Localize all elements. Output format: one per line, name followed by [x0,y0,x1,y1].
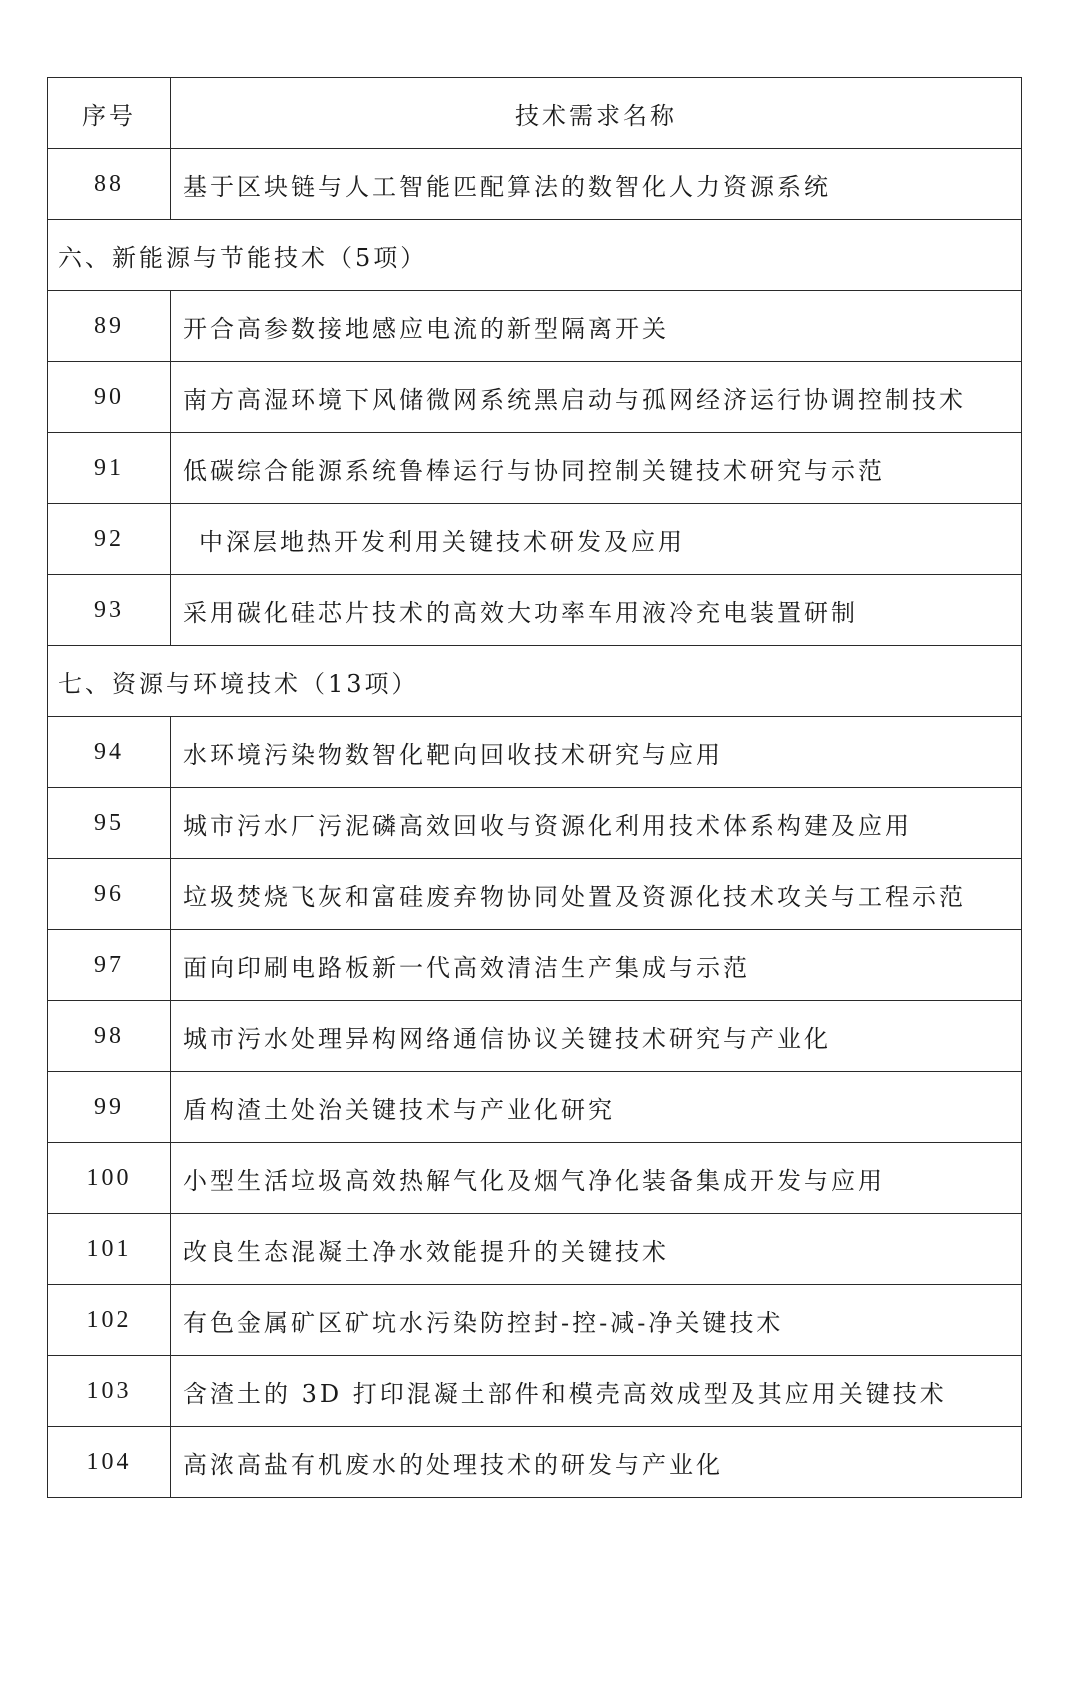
section-title: 六、新能源与节能技术（5项） [48,220,1022,291]
table-row [48,1214,1022,1285]
row-number: 91 [48,433,171,504]
table-row [48,788,1022,859]
table-row [48,1072,1022,1143]
row-name: 采用碳化硅芯片技术的高效大功率车用液冷充电装置研制 [171,575,1022,646]
row-number: 97 [48,930,171,1001]
table-row [48,717,1022,788]
row-name: 南方高湿环境下风储微网系统黑启动与孤网经济运行协调控制技术 [171,362,1022,433]
row-number: 94 [48,717,171,788]
row-number: 101 [48,1214,171,1285]
row-name: 垃圾焚烧飞灰和富硅废弃物协同处置及资源化技术攻关与工程示范 [171,859,1022,930]
row-name: 小型生活垃圾高效热解气化及烟气净化装备集成开发与应用 [171,1143,1022,1214]
table-row [48,1356,1022,1427]
table-row [48,1427,1022,1498]
row-number: 102 [48,1285,171,1356]
header-name: 技术需求名称 [171,78,1022,149]
row-name: 含渣土的 3D 打印混凝土部件和模壳高效成型及其应用关键技术 [171,1356,1022,1427]
row-number: 93 [48,575,171,646]
section-title: 七、资源与环境技术（13项） [48,646,1022,717]
row-number: 95 [48,788,171,859]
row-number: 88 [48,149,171,220]
table-row [48,859,1022,930]
row-number: 96 [48,859,171,930]
section-row [48,646,1022,717]
header-number: 序号 [48,78,171,149]
row-name: 基于区块链与人工智能匹配算法的数智化人力资源系统 [171,149,1022,220]
row-number: 90 [48,362,171,433]
table-row [48,433,1022,504]
table-row [48,504,1022,575]
row-name: 面向印刷电路板新一代高效清洁生产集成与示范 [171,930,1022,1001]
table-row [48,575,1022,646]
section-row [48,220,1022,291]
table-row [48,362,1022,433]
row-name: 有色金属矿区矿坑水污染防控封-控-减-净关键技术 [171,1285,1022,1356]
row-name: 盾构渣土处治关键技术与产业化研究 [171,1072,1022,1143]
row-number: 98 [48,1001,171,1072]
row-number: 99 [48,1072,171,1143]
row-number: 89 [48,291,171,362]
row-name: 开合高参数接地感应电流的新型隔离开关 [171,291,1022,362]
row-name: 城市污水厂污泥磷高效回收与资源化利用技术体系构建及应用 [171,788,1022,859]
table-row [48,1285,1022,1356]
table-row [48,291,1022,362]
row-name: 水环境污染物数智化靶向回收技术研究与应用 [171,717,1022,788]
row-number: 100 [48,1143,171,1214]
row-number: 92 [48,504,171,575]
table-header-row [48,78,1022,149]
table-row [48,1001,1022,1072]
row-number: 104 [48,1427,171,1498]
table-row [48,930,1022,1001]
tech-requirements-table [47,77,1022,1498]
table-row [48,149,1022,220]
row-number: 103 [48,1356,171,1427]
row-name: 中深层地热开发利用关键技术研发及应用 [171,504,1022,575]
row-name: 城市污水处理异构网络通信协议关键技术研究与产业化 [171,1001,1022,1072]
row-name: 低碳综合能源系统鲁棒运行与协同控制关键技术研究与示范 [171,433,1022,504]
table-row [48,1143,1022,1214]
row-name: 高浓高盐有机废水的处理技术的研发与产业化 [171,1427,1022,1498]
row-name: 改良生态混凝土净水效能提升的关键技术 [171,1214,1022,1285]
